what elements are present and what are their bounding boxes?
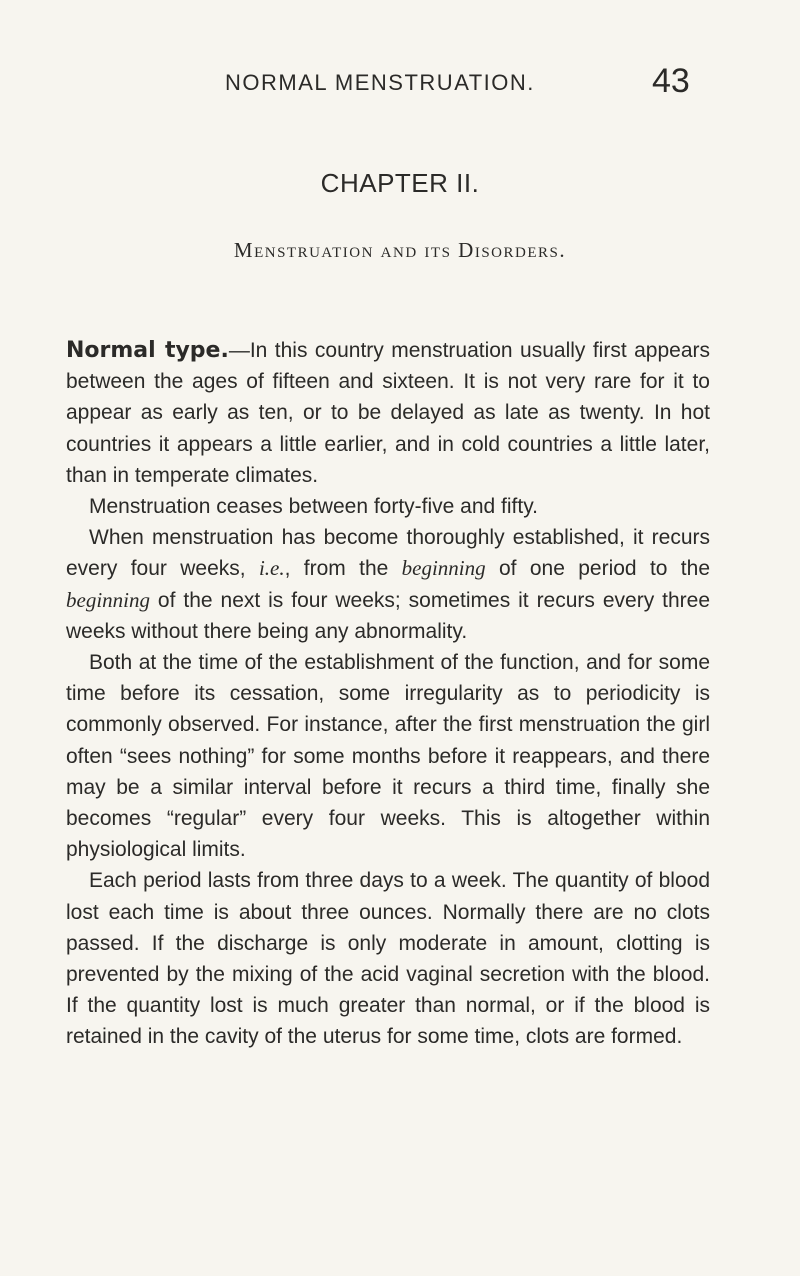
paragraph-text: When menstruation has become thoroughly established, it recurs every four weeks, — [66, 526, 710, 581]
paragraph-duration — [66, 865, 710, 1052]
paragraph-irregularity — [66, 647, 710, 865]
paragraph-text: Menstruation ceases between forty-five and fifty. — [89, 495, 538, 519]
section-heading-normal-type: Normal type. — [66, 338, 229, 363]
paragraph-text: of the next is four weeks; sometimes it recurs every three weeks without there being any abnormality. — [66, 588, 710, 643]
page-number: 43 — [652, 62, 690, 100]
body-text — [66, 335, 710, 1053]
italic-ie: i.e. — [258, 556, 285, 581]
running-title: NORMAL MENSTRUATION. — [225, 70, 535, 95]
chapter-number: CHAPTER II. — [320, 168, 480, 198]
paragraph-text: , from the — [284, 557, 402, 581]
chapter-title: Menstruation and its Disorders. — [233, 238, 567, 262]
paragraph-normal-type — [66, 335, 710, 491]
paragraph-text: of one period to the — [485, 557, 711, 581]
paragraph-cessation — [66, 491, 710, 522]
paragraph-periodicity — [66, 522, 710, 647]
paragraph-text: Each period lasts from three days to a week. The quantity of blood lost each time is about three ounces. Normally there are no clots passed. If the discharge is only moderate in amount, clotting is prevented by the mixing of the acid vaginal secretion with the blood. If the quantity lost is much greater than normal, or if the blood is retained in the cavity of the uterus for some time, clots are formed. — [66, 869, 710, 1049]
italic-beginning: beginning — [66, 587, 150, 612]
paragraph-text: Both at the time of the establishment of the function, and for some time before its cessation, some irregularity as to periodicity is commonly observed. For instance, after the first menstruation the girl often “sees nothing” for some months before it reappears, and there may be a similar interval before it recurs a third time, finally she becomes “regular” every four weeks. This is altogether within physiological limits. — [66, 651, 710, 862]
running-head — [0, 60, 800, 100]
italic-beginning: beginning — [401, 556, 486, 581]
paragraph-text: —In this country menstruation usually first appears between the ages of fifteen and sixteen. It is not very rare for it to appear as early as ten, or to be delayed as late as twenty. In hot countries it appears a little earlier, and in cold countries a little later, than in temperate climates. — [66, 339, 711, 487]
